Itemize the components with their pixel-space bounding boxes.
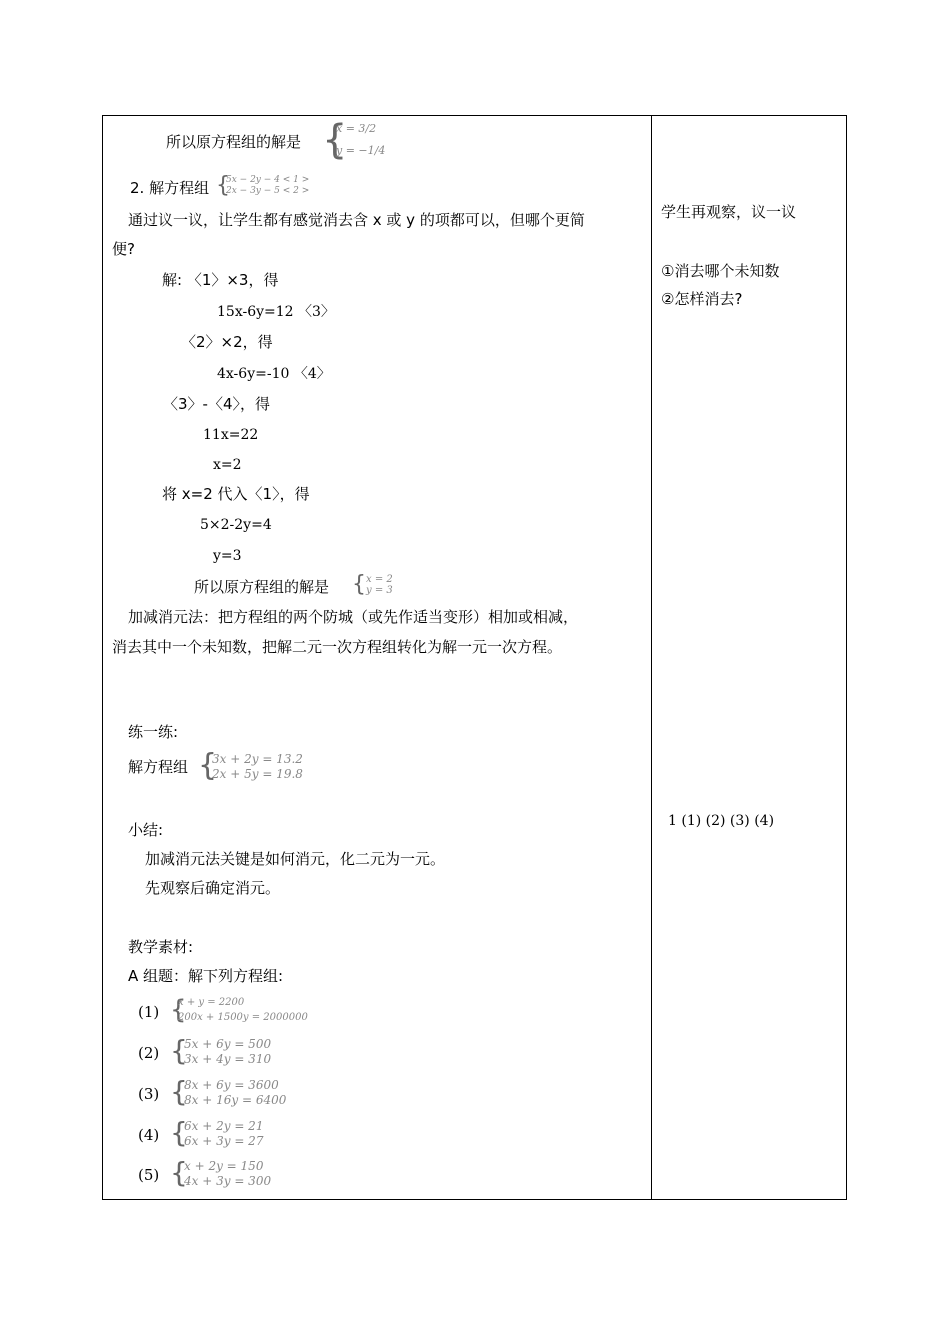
practice-label: 解方程组 — [128, 758, 189, 776]
summary-line-1: 加减消元法关键是如何消元，化二元为一元。 — [145, 850, 446, 868]
step-7: x=2 — [213, 457, 242, 473]
step-2: 15x-6y=12 〈3〉 — [217, 304, 335, 320]
material-heading: 教学素材: — [128, 938, 194, 956]
item-2-eq1: 5x − 2y − 4 < 1 > — [226, 175, 310, 185]
method-line-2: 消去其中一个未知数，把解二元一次方程组转化为解一元一次方程。 — [112, 638, 563, 656]
right-observe: 学生再观察，议一议 — [661, 203, 797, 221]
discussion-line-1: 通过议一议，让学生都有感觉消去含 x 或 y 的项都可以，但哪个更简 — [128, 211, 585, 229]
practice-eq1: 3x + 2y = 13.2 — [212, 752, 303, 766]
solution-1-eq2: y = −1/4 — [336, 144, 386, 157]
solution-label-2: 所以原方程组的解是 — [194, 578, 330, 596]
problem-1-eq1: x + y = 2200 — [178, 997, 245, 1008]
problem-2-eq2: 3x + 4y = 310 — [184, 1052, 272, 1066]
practice-heading: 练一练: — [128, 723, 179, 741]
item-2-eq2: 2x − 3y − 5 < 2 > — [226, 186, 310, 196]
step-6: 11x=22 — [203, 427, 259, 443]
step-4: 4x-6y=-10 〈4〉 — [217, 366, 331, 382]
problem-5-number: (5) — [138, 1166, 160, 1184]
solution-system-2: { x = 2 y = 3 — [352, 572, 393, 597]
problem-3-system: { 8x + 6y = 3600 8x + 16y = 6400 — [170, 1075, 287, 1108]
discussion-line-2: 便? — [112, 240, 135, 258]
step-3: 〈2〉×2，得 — [181, 333, 273, 351]
item-2-system: { 5x − 2y − 4 < 1 > 2x − 3y − 5 < 2 > — [216, 173, 310, 198]
step-8: 将 x=2 代入〈1〉，得 — [162, 485, 310, 503]
problem-3-eq2: 8x + 16y = 6400 — [184, 1093, 287, 1107]
problem-3-number: (3) — [138, 1085, 160, 1103]
solution-system-1: { x = 3/2 y = −1/4 — [322, 117, 386, 163]
step-1: 解: 〈1〉×3，得 — [162, 271, 279, 289]
problem-5-eq2: 4x + 3y = 300 — [184, 1174, 272, 1188]
problem-2-system: { 5x + 6y = 500 3x + 4y = 310 — [170, 1034, 272, 1067]
practice-eq2: 2x + 5y = 19.8 — [212, 767, 303, 781]
summary-heading: 小结: — [128, 821, 164, 839]
item-2-label: 2. 解方程组 — [130, 179, 210, 197]
column-divider — [651, 115, 652, 1200]
practice-system: { 3x + 2y = 13.2 2x + 5y = 19.8 — [198, 748, 303, 783]
problem-4-system: { 6x + 2y = 21 6x + 3y = 27 — [170, 1116, 264, 1149]
problem-1-system: { x + y = 2200 200x + 1500y = 2000000 — [170, 995, 308, 1025]
summary-line-2: 先观察后确定消元。 — [145, 879, 281, 897]
solution-label-1: 所以原方程组的解是 — [166, 133, 302, 151]
right-question-1: ①消去哪个未知数 — [661, 262, 780, 280]
problem-3-eq1: 8x + 6y = 3600 — [184, 1078, 279, 1092]
problem-4-eq2: 6x + 3y = 27 — [184, 1134, 264, 1148]
group-a-heading: A 组题：解下列方程组: — [128, 967, 284, 985]
solution-2-eq1: x = 2 — [366, 574, 393, 585]
solution-2-eq2: y = 3 — [366, 585, 393, 596]
problem-4-eq1: 6x + 2y = 21 — [184, 1119, 264, 1133]
problem-5-system: { x + 2y = 150 4x + 3y = 300 — [170, 1156, 272, 1189]
problem-5-eq1: x + 2y = 150 — [184, 1159, 264, 1173]
right-answer: 1 (1) (2) (3) (4) — [668, 813, 775, 829]
method-line-1: 加减消元法：把方程组的两个防城（或先作适当变形）相加或相减， — [128, 608, 579, 626]
solution-1-eq1: x = 3/2 — [336, 122, 377, 135]
problem-2-eq1: 5x + 6y = 500 — [184, 1037, 272, 1051]
problem-2-number: (2) — [138, 1044, 160, 1062]
right-question-2: ②怎样消去? — [661, 290, 743, 308]
step-5: 〈3〉-〈4〉，得 — [163, 395, 271, 413]
problem-1-eq2: 200x + 1500y = 2000000 — [178, 1012, 308, 1023]
step-10: y=3 — [213, 548, 242, 564]
problem-1-number: (1) — [138, 1003, 160, 1021]
problem-4-number: (4) — [138, 1126, 160, 1144]
step-9: 5×2-2y=4 — [200, 517, 272, 533]
